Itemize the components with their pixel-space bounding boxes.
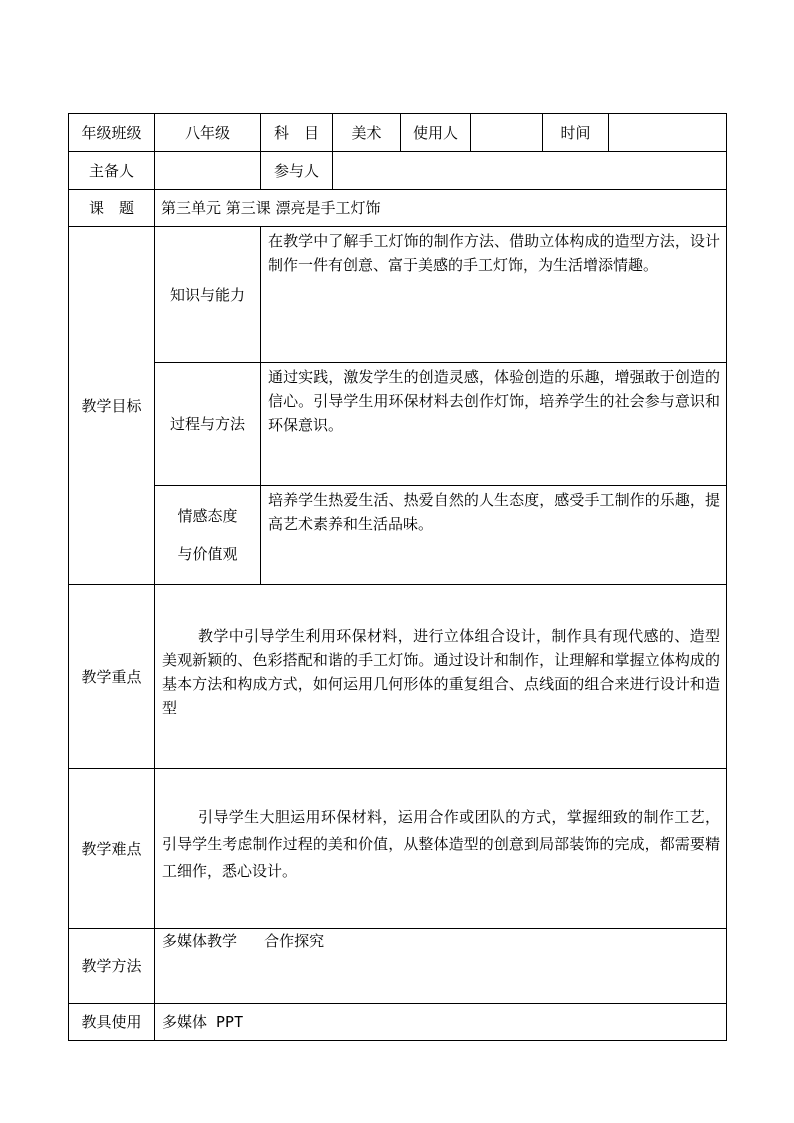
process-text: 通过实践，激发学生的创造灵感，体验创造的乐趣，增强敢于创造的信心。引导学生用环保材料去创作灯饰，培养学生的社会参与意识和环保意识。 [261,363,727,486]
objective-knowledge-row [69,227,727,363]
methods-label: 教学方法 [69,929,155,1004]
topic-label: 课 题 [69,190,155,227]
grade-class-value: 八年级 [155,114,261,152]
key-points-text: 教学中引导学生利用环保材料，进行立体组合设计，制作具有现代感的、造型美观新颖的、色彩搭配和谐的手工灯饰。通过设计和制作，让理解和掌握立体构成的基本方法和构成方式，如何运用几何形体的重复组合、点线面的组合来进行设计和造型 [155,585,727,769]
knowledge-label: 知识与能力 [155,227,261,363]
emotion-label-line1: 情感态度 [177,507,238,525]
header-row-2 [69,152,727,190]
key-points-row [69,585,727,769]
tools-row [69,1004,727,1041]
time-value [609,114,727,152]
grade-class-label: 年级班级 [69,114,155,152]
difficulties-row [69,769,727,929]
subject-value: 美术 [333,114,401,152]
emotion-text: 培养学生热爱生活、热爱自然的人生态度，感受手工制作的乐趣，提高艺术素养和生活品味。 [261,486,727,585]
participant-value [333,152,727,190]
subject-label: 科 目 [261,114,333,152]
emotion-label-cell [155,486,261,585]
emotion-label-line2: 与价值观 [177,545,238,563]
difficulties-text: 引导学生大胆运用环保材料，运用合作或团队的方式，掌握细致的制作工艺，引导学生考虑制作过程的美和价值，从整体造型的创意到局部装饰的完成，都需要精工细作，悉心设计。 [155,769,727,929]
methods-text: 多媒体教学 合作探究 [155,929,727,1004]
header-row-1 [69,114,727,152]
time-label: 时间 [543,114,609,152]
process-label: 过程与方法 [155,363,261,486]
lesson-plan-table [68,113,727,1041]
participant-label: 参与人 [261,152,333,190]
knowledge-text: 在教学中了解手工灯饰的制作方法、借助立体构成的造型方法，设计制作一件有创意、富于美感的手工灯饰，为生活增添情趣。 [261,227,727,363]
key-points-label: 教学重点 [69,585,155,769]
user-label: 使用人 [401,114,471,152]
objectives-label: 教学目标 [69,227,155,585]
objective-emotion-row [69,486,727,585]
difficulties-label: 教学难点 [69,769,155,929]
tools-label: 教具使用 [69,1004,155,1041]
objective-process-row [69,363,727,486]
methods-row [69,929,727,1004]
tools-text: 多媒体 PPT [155,1004,727,1041]
user-value [471,114,543,152]
topic-row [69,190,727,227]
preparer-value [155,152,261,190]
preparer-label: 主备人 [69,152,155,190]
topic-value: 第三单元 第三课 漂亮是手工灯饰 [155,190,727,227]
